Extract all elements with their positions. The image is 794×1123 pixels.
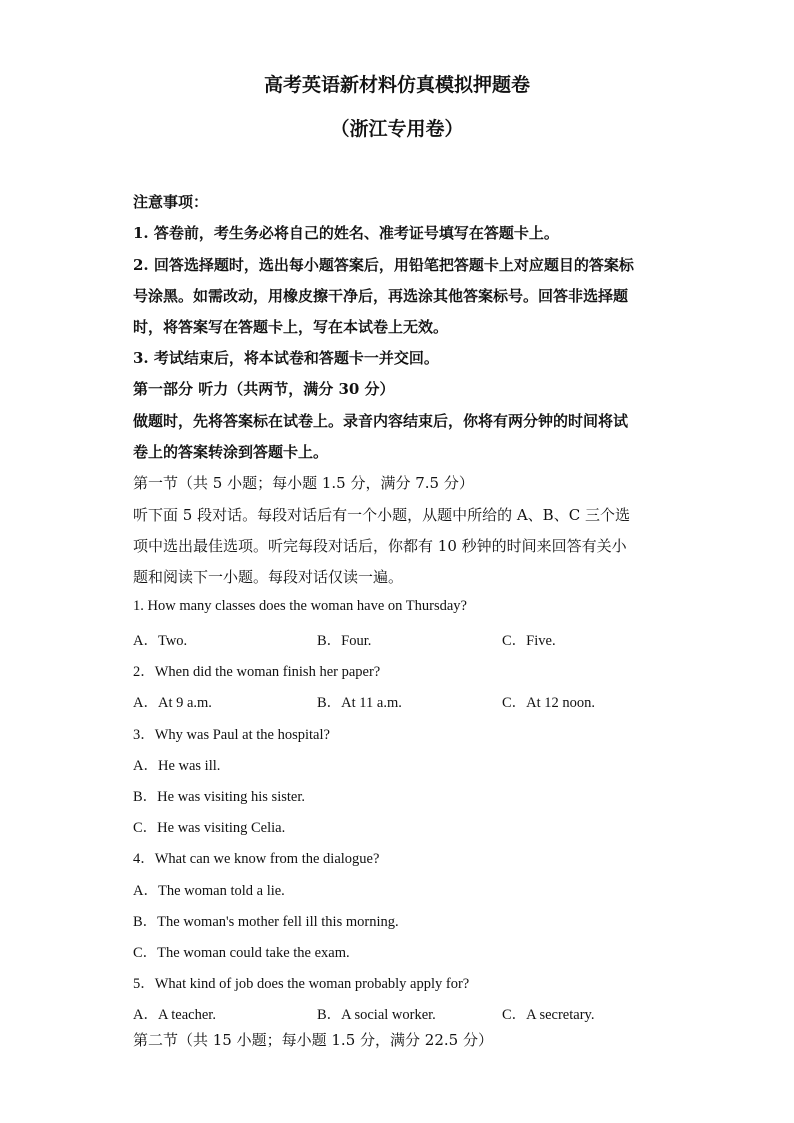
question-1-option-a: A．Two. xyxy=(133,633,188,649)
question-2-option-a: A．At 9 a.m. xyxy=(133,695,212,711)
question-3-option-c: C．He was visiting Celia. xyxy=(133,820,286,836)
section2-heading: 第二节（共 15 小题；每小题 1.5 分，满分 22.5 分） xyxy=(133,1031,493,1049)
question-1-stem: 1. How many classes does the woman have on Thursday? xyxy=(133,598,467,614)
question-5-option-b: B．A social worker. xyxy=(317,1007,436,1023)
question-3-stem: 3．Why was Paul at the hospital? xyxy=(133,727,330,743)
question-2-option-b: B．At 11 a.m. xyxy=(317,695,402,711)
notice-item-2-line-1: 2. 回答选择题时，选出每小题答案后，用铅笔把答题卡上对应题目的答案标 xyxy=(133,256,634,274)
question-1-option-b: B．Four. xyxy=(317,633,372,649)
question-5-option-c: C．A secretary. xyxy=(502,1007,595,1023)
section1-instruction-line-1: 听下面 5 段对话。每段对话后有一个小题，从题中所给的 A、B、C 三个选 xyxy=(133,506,630,524)
question-4-stem: 4．What can we know from the dialogue? xyxy=(133,851,380,867)
question-1-option-c: C．Five. xyxy=(502,633,556,649)
part1-heading: 第一部分 听力（共两节，满分 30 分） xyxy=(133,380,395,398)
section1-instruction-line-2: 项中选出最佳选项。听完每段对话后，你都有 10 秒钟的时间来回答有关小 xyxy=(133,537,627,555)
notice-item-1: 1. 答卷前，考生务必将自己的姓名、准考证号填写在答题卡上。 xyxy=(133,224,559,242)
section1-instruction-line-3: 题和阅读下一小题。每段对话仅读一遍。 xyxy=(133,568,404,586)
section1-heading: 第一节（共 5 小题；每小题 1.5 分，满分 7.5 分） xyxy=(133,474,474,492)
page-title: 高考英语新材料仿真模拟押题卷 xyxy=(263,74,530,96)
question-4-option-c: C．The woman could take the exam. xyxy=(133,945,350,961)
notice-item-2-line-2: 号涂黑。如需改动，用橡皮擦干净后，再选涂其他答案标号。回答非选择题 xyxy=(133,287,629,305)
question-2-option-c: C．At 12 noon. xyxy=(502,695,596,711)
question-3-option-a: A．He was ill. xyxy=(133,758,221,774)
question-2-stem: 2．When did the woman finish her paper? xyxy=(133,664,381,680)
part1-instruction-line-2: 卷上的答案转涂到答题卡上。 xyxy=(133,443,329,461)
notice-item-2-line-3: 时，将答案写在答题卡上，写在本试卷上无效。 xyxy=(133,318,449,336)
page-subtitle: （浙江专用卷） xyxy=(330,118,464,140)
notice-heading: 注意事项： xyxy=(133,193,209,211)
notice-item-3: 3. 考试结束后，将本试卷和答题卡一并交回。 xyxy=(133,349,439,367)
part1-instruction-line-1: 做题时，先将答案标在试卷上。录音内容结束后，你将有两分钟的时间将试 xyxy=(133,412,629,430)
question-5-option-a: A．A teacher. xyxy=(133,1007,216,1023)
question-4-option-b: B．The woman's mother fell ill this morning. xyxy=(133,914,399,930)
question-4-option-a: A．The woman told a lie. xyxy=(133,883,285,899)
question-3-option-b: B．He was visiting his sister. xyxy=(133,789,305,805)
question-5-stem: 5．What kind of job does the woman probably apply for? xyxy=(133,976,470,992)
